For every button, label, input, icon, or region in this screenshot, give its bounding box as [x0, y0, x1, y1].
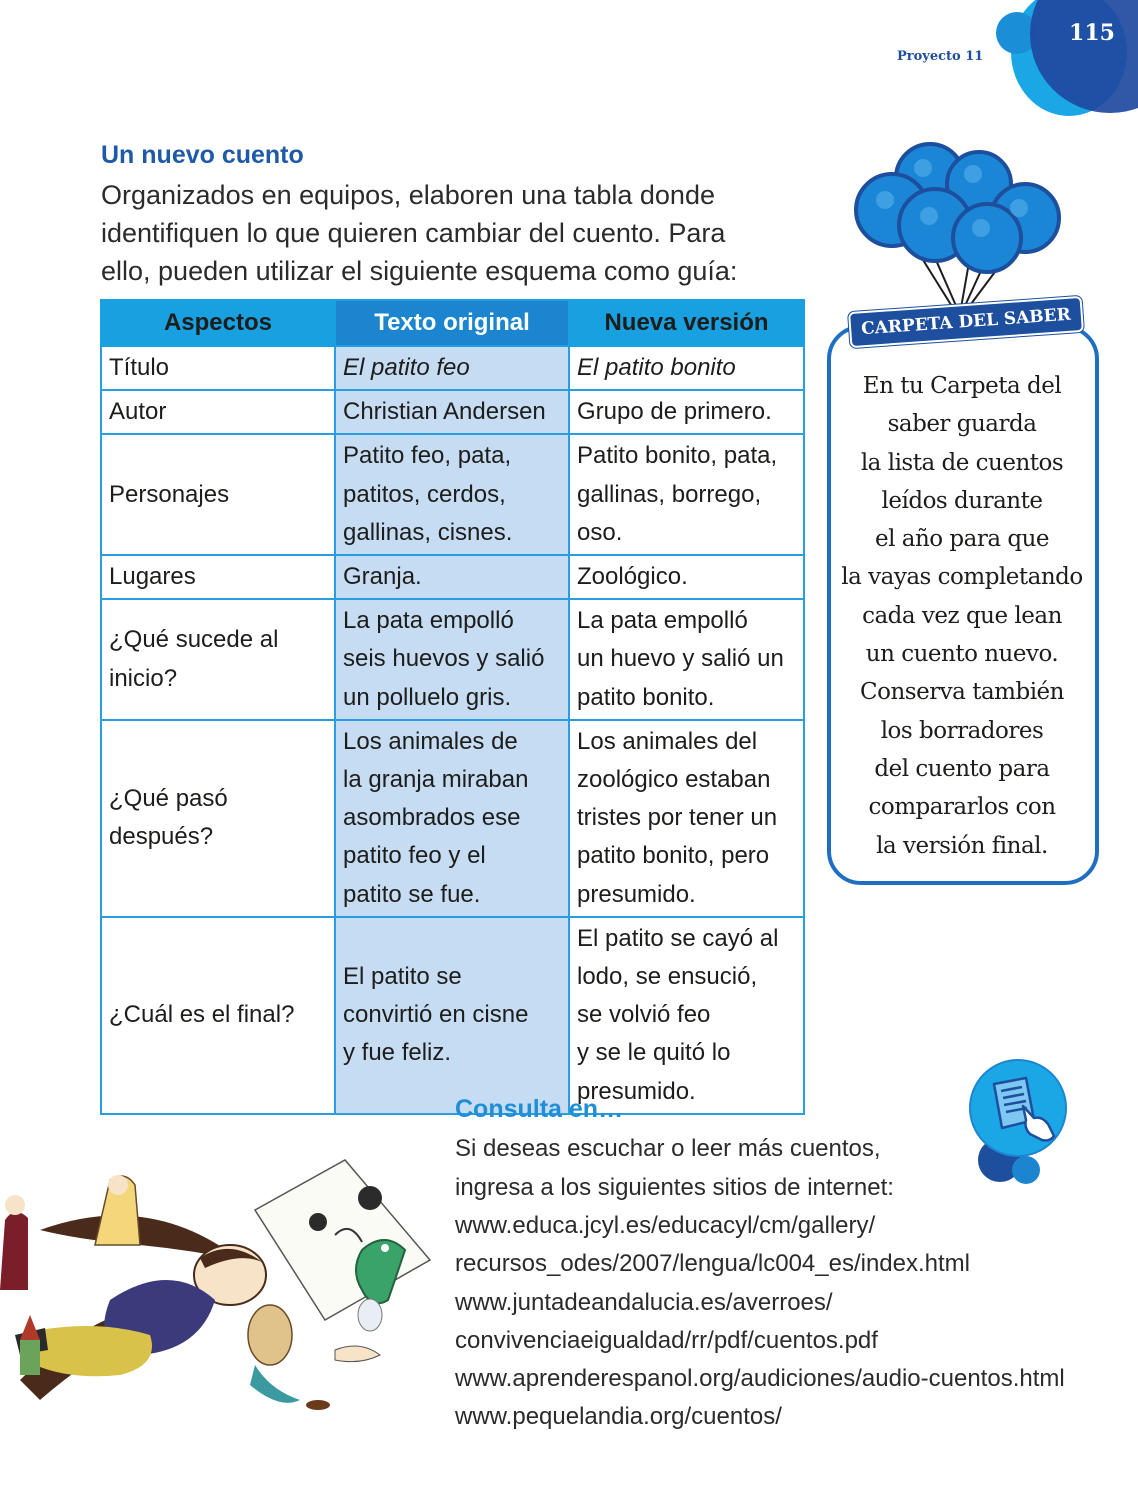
table-row	[101, 346, 804, 390]
website-link[interactable]: www.educa.jcyl.es/educacyl/cm/gallery/	[455, 1212, 876, 1239]
table-row	[101, 390, 804, 434]
original-cell	[335, 599, 569, 720]
cell-line: patito feo y el	[343, 842, 486, 870]
intro-line: identifiquen lo que quieren cambiar del cuento. Para	[101, 218, 726, 248]
aspect-cell	[101, 599, 335, 720]
website-link[interactable]: www.pequelandia.org/cuentos/	[455, 1403, 782, 1431]
nueva-cell	[569, 390, 804, 434]
cell-line: ¿Cuál es el final?	[109, 1001, 295, 1029]
nueva-cell	[569, 434, 804, 555]
cell-line: El patito se	[343, 963, 462, 991]
girl-reading-illustration	[0, 1150, 440, 1450]
cell-line: después?	[109, 823, 214, 851]
section-title: Un nuevo cuento	[101, 141, 304, 169]
carpeta-line: cada vez que lean	[862, 602, 1062, 629]
carpeta-label: CARPETA DEL SABER	[848, 296, 1084, 348]
original-cell	[335, 720, 569, 917]
table-row	[101, 720, 804, 917]
carpeta-line: los borradores	[880, 717, 1044, 744]
cell-line: un huevo y salió un	[577, 645, 784, 673]
cell-line: tristes por tener un	[577, 804, 778, 832]
cell-line: La pata empolló	[343, 607, 514, 635]
cell-line: Patito feo, pata,	[343, 442, 512, 470]
cell-line: la granja miraban	[343, 766, 529, 794]
balloons-icon	[845, 140, 1070, 310]
consulta-intro-line: Si deseas escuchar o leer más cuentos,	[455, 1135, 881, 1162]
carpeta-line: En tu Carpeta del	[862, 373, 1062, 399]
cell-line: Autor	[109, 398, 167, 426]
original-cell	[335, 390, 569, 434]
nueva-cell	[569, 346, 804, 390]
cell-line: inicio?	[109, 664, 178, 692]
cell-line: seis huevos y salió	[343, 645, 545, 673]
cell-line: se volvió feo	[577, 1001, 711, 1029]
table-row	[101, 555, 804, 599]
intro-paragraph	[101, 176, 801, 290]
cell-line: Los animales del	[577, 727, 758, 755]
website-link[interactable]: convivenciaeigualdad/rr/pdf/cuentos.pdf	[455, 1326, 878, 1354]
cell-line: y se le quitó lo	[577, 1039, 731, 1067]
consulta-intro-line: ingresa a los siguientes sitios de internet:	[455, 1173, 894, 1201]
nueva-cell	[569, 917, 804, 1114]
table-row	[101, 917, 804, 1114]
original-cell	[335, 346, 569, 390]
story-comparison-table	[100, 299, 805, 1115]
hand-document-icon	[968, 1058, 1072, 1190]
aspect-cell	[101, 434, 335, 555]
aspect-cell	[101, 917, 335, 1114]
cell-line: gallinas, cisnes.	[343, 518, 513, 546]
carpeta-line: la versión final.	[876, 832, 1048, 859]
nueva-cell	[569, 599, 804, 720]
cell-line: patitos, cerdos,	[343, 480, 506, 508]
website-list	[455, 1207, 1065, 1437]
original-cell	[335, 917, 569, 1114]
cell-line: La pata empolló	[577, 607, 748, 635]
aspect-cell	[101, 346, 335, 390]
cell-line: Lugares	[109, 563, 196, 591]
cell-line: asombrados ese	[343, 804, 521, 832]
project-label: Proyecto 11	[897, 49, 984, 64]
table-row	[101, 434, 804, 555]
website-link[interactable]: recursos_odes/2007/lengua/lc004_es/index.html	[455, 1250, 971, 1278]
intro-line: ello, pueden utilizar el siguiente esquema como guía:	[101, 256, 738, 286]
carpeta-line: la vayas completando	[841, 564, 1083, 591]
carpeta-text	[833, 367, 1091, 865]
cell-line: El patito se cayó al	[577, 924, 779, 952]
consulta-intro	[455, 1130, 975, 1207]
carpeta-line: la lista de cuentos	[860, 449, 1064, 476]
cell-line: zoológico estaban	[577, 766, 771, 794]
cell-line: ¿Qué sucede al	[109, 626, 279, 654]
aspect-cell	[101, 555, 335, 599]
cell-line: oso.	[577, 518, 623, 546]
original-cell	[335, 434, 569, 555]
cell-line: gallinas, borrego,	[577, 480, 762, 508]
carpeta-line: del cuento para	[874, 755, 1050, 782]
cell-line: lodo, se ensució,	[577, 963, 758, 991]
cell-line: Grupo de primero.	[577, 398, 772, 426]
website-link[interactable]: www.aprenderespanol.org/audiciones/audio-cuentos.html	[455, 1365, 1065, 1393]
cell-line: patito bonito.	[577, 683, 715, 711]
cell-line: Patito bonito, pata,	[577, 442, 778, 470]
website-link[interactable]: www.juntadeandalucia.es/averroes/	[455, 1288, 833, 1316]
page-number: 115	[1069, 20, 1115, 46]
cell-line: presumido.	[577, 1077, 696, 1105]
cell-line: Granja.	[343, 563, 422, 591]
carpeta-line: compararlos con	[868, 794, 1056, 821]
carpeta-line: Conserva también	[860, 679, 1064, 706]
cell-line: un polluelo gris.	[343, 683, 512, 711]
carpeta-line: el año para que	[874, 526, 1050, 553]
cell-line: y fue feliz.	[343, 1039, 452, 1067]
table-header-row	[101, 300, 804, 346]
cell-line: Título	[109, 354, 170, 381]
carpeta-line: leídos durante	[881, 487, 1043, 514]
cell-line: El patito feo	[343, 354, 470, 381]
cell-line: patito se fue.	[343, 880, 481, 908]
intro-line: Organizados en equipos, elaboren una tabla donde	[101, 180, 715, 210]
cell-line: Zoológico.	[577, 563, 688, 591]
cell-line: Christian Andersen	[343, 398, 546, 426]
cell-line: ¿Qué pasó	[109, 785, 228, 813]
carpeta-line: saber guarda	[887, 411, 1037, 438]
carpeta-line: un cuento nuevo.	[865, 641, 1059, 668]
header-nueva-version: Nueva versión	[569, 300, 804, 346]
header-aspectos: Aspectos	[101, 300, 335, 346]
header-texto-original: Texto original	[335, 300, 569, 346]
cell-line: patito bonito, pero	[577, 842, 770, 870]
cell-line: El patito bonito	[577, 354, 736, 381]
cell-line: Personajes	[109, 480, 230, 508]
aspect-cell	[101, 720, 335, 917]
cell-line: presumido.	[577, 880, 696, 908]
aspect-cell	[101, 390, 335, 434]
table-row	[101, 599, 804, 720]
cell-line: Los animales de	[343, 727, 518, 755]
consulta-title: Consulta en…	[455, 1095, 624, 1123]
nueva-cell	[569, 720, 804, 917]
original-cell	[335, 555, 569, 599]
cell-line: convirtió en cisne	[343, 1001, 529, 1029]
nueva-cell	[569, 555, 804, 599]
